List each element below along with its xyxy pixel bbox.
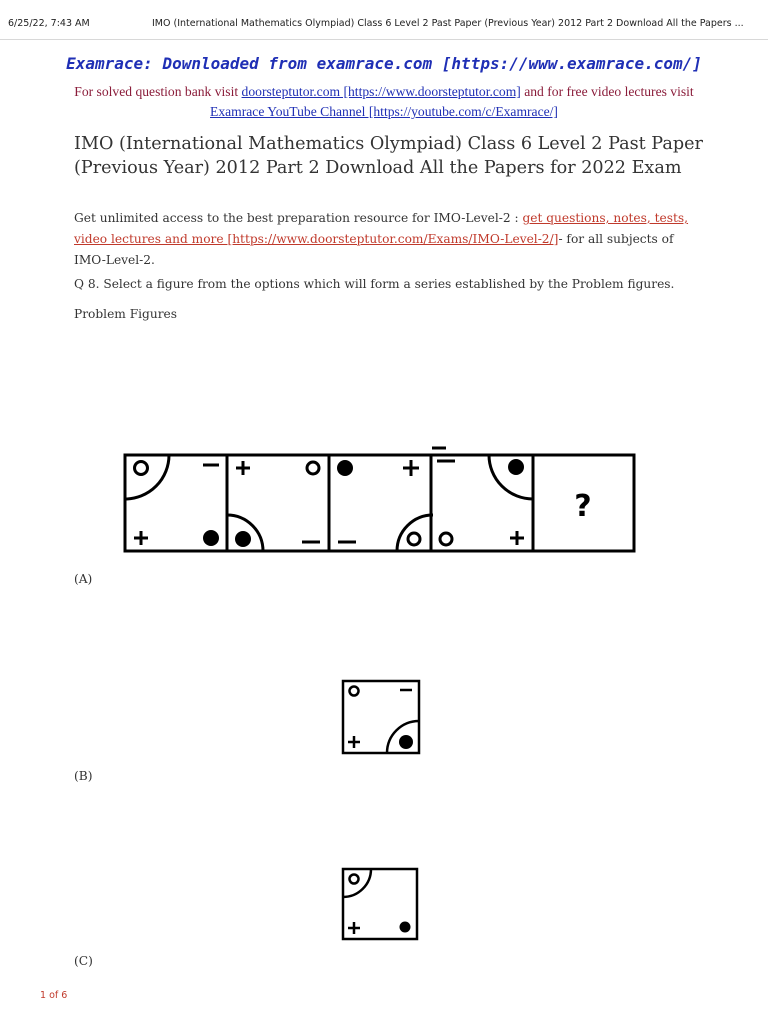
- option-b-label: (B): [74, 769, 93, 783]
- examrace-brand-line: Examrace: Downloaded from examrace.com [https://www.examrace.com/]: [66, 54, 702, 73]
- problem-figures-label: Problem Figures: [74, 307, 178, 321]
- print-page-title: IMO (International Mathematics Olympiad) Class 6 Level 2 Past Paper (Previous Year) 2012 Part 2 Download All the Papers ...: [152, 18, 744, 29]
- promo-middle: and for free video lectures visit: [520, 84, 694, 99]
- page-indicator: 1 of 6: [40, 990, 68, 1001]
- option-a-figure: [340, 678, 420, 754]
- print-datetime: 6/25/22, 7:43 AM: [8, 18, 90, 29]
- intro-prefix: Get unlimited access to the best preparation resource for IMO-Level-2 :: [74, 211, 523, 225]
- option-a-label: (A): [74, 572, 93, 586]
- question-mark: ?: [574, 489, 592, 524]
- option-b-figure: [340, 866, 420, 942]
- intro-suffix: - for all subjects of IMO-Level-2.: [74, 232, 674, 267]
- promo-prefix: For solved question bank visit: [74, 84, 242, 99]
- doorsteptutor-link[interactable]: doorsteptutor.com [https://www.doorsteptutor.com]: [241, 84, 521, 99]
- imo-level2-link[interactable]: get questions, notes, tests, video lectures and more [https://www.doorsteptutor.com/Exams/IMO-Level-2/]: [74, 211, 689, 246]
- promo-text: [60, 82, 708, 122]
- problem-figures: [0, 435, 768, 575]
- intro-paragraph: [74, 208, 704, 271]
- youtube-channel-link[interactable]: Examrace YouTube Channel [https://youtube.com/c/Examrace/]: [210, 104, 558, 119]
- question-text: Q 8. Select a figure from the options which will form a series established by the Problem figures.: [74, 277, 675, 291]
- page-title: IMO (International Mathematics Olympiad) Class 6 Level 2 Past Paper (Previous Year) 2012 Part 2 Download All the Papers for 2022 Exam: [74, 134, 703, 178]
- browser-print-header: [0, 0, 768, 40]
- option-c-label: (C): [74, 954, 93, 968]
